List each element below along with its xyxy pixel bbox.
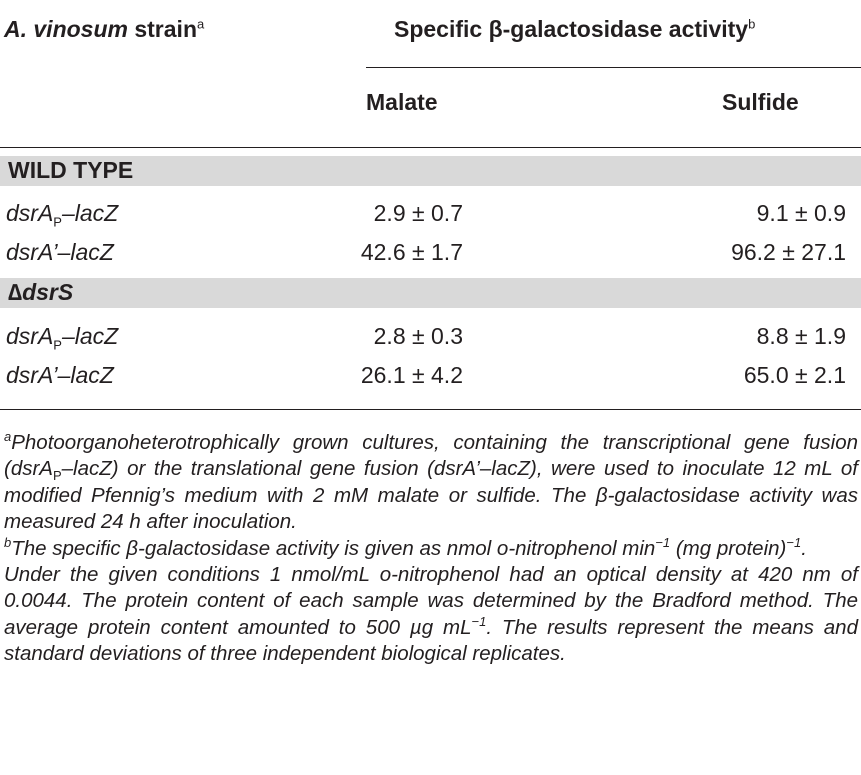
table-cell-malate: 2.9 ± 0.7: [373, 200, 463, 226]
table-cell-malate: 2.8 ± 0.3: [373, 323, 463, 349]
activity-column-header: [394, 16, 755, 43]
footnote-a: $^a$Photoorganoheterotrophically grown cultures, containing the transcriptional gene fusion (dsrA$_P$–lacZ) or the translational gene fusion (dsrA’–lacZ), were used to inoculate 12 mL of modified Pfennig’s medium with 2 mM malate or sulfide. The β-galactosidase activity was measured 24 h after inoculation.: [4, 429, 858, 534]
table-cell-malate: 42.6 ± 1.7: [360, 239, 463, 265]
table-cell-sulfide: 65.0 ± 2.1: [743, 362, 846, 388]
strain-species-label: A. vinosum: [4, 16, 128, 42]
header-bottom-rule: [0, 147, 861, 148]
malate-column-header: Malate: [366, 89, 438, 115]
footnote-general: Under the given conditions 1 nmol/mL o-nitrophenol had an optical density at 420 nm of 0.0044. The protein content of each sample was determined by the Bradford method. The average protein content amounted to 500 µg $mL^{-1}$. The results represent the means and standard deviations of three independent biological replicates.: [4, 563, 858, 666]
group-title-wild-type: WILD TYPE: [8, 157, 134, 183]
group-band-dsrs: [0, 278, 861, 308]
table-row-label: dsrA$_P$–lacZ: [6, 323, 119, 353]
sulfide-column-header: Sulfide: [722, 89, 799, 115]
delta-symbol: ∆: [8, 279, 23, 305]
table-footnotes: [4, 430, 858, 668]
table-cell-sulfide: 8.8 ± 1.9: [756, 323, 846, 349]
table-cell-sulfide: 9.1 ± 0.9: [756, 200, 846, 226]
strain-suffix: strain: [127, 16, 197, 42]
footnote-b: $^b$The specific β-galactosidase activity is given as nmol o-nitrophenol $\min^{-1} (mg$ protein)$^{-1}$.: [4, 534, 807, 560]
table-row-label: dsrA’–lacZ: [6, 239, 114, 265]
strain-footnote-marker: a: [197, 16, 205, 32]
table-row-label: dsrA’–lacZ: [6, 362, 114, 388]
activity-footnote-marker: b: [748, 16, 756, 32]
group-title-dsrs: ∆dsrS: [8, 279, 74, 305]
table-cell-sulfide: 96.2 ± 27.1: [731, 239, 846, 265]
header-sub-rule: [366, 67, 861, 68]
strain-column-header: [4, 16, 204, 43]
activity-label: Specific β-galactosidase activity: [394, 16, 749, 42]
table-row-label: dsrA$_P$–lacZ: [6, 200, 119, 230]
table-bottom-rule: [0, 409, 861, 410]
table-cell-malate: 26.1 ± 4.2: [360, 362, 463, 388]
